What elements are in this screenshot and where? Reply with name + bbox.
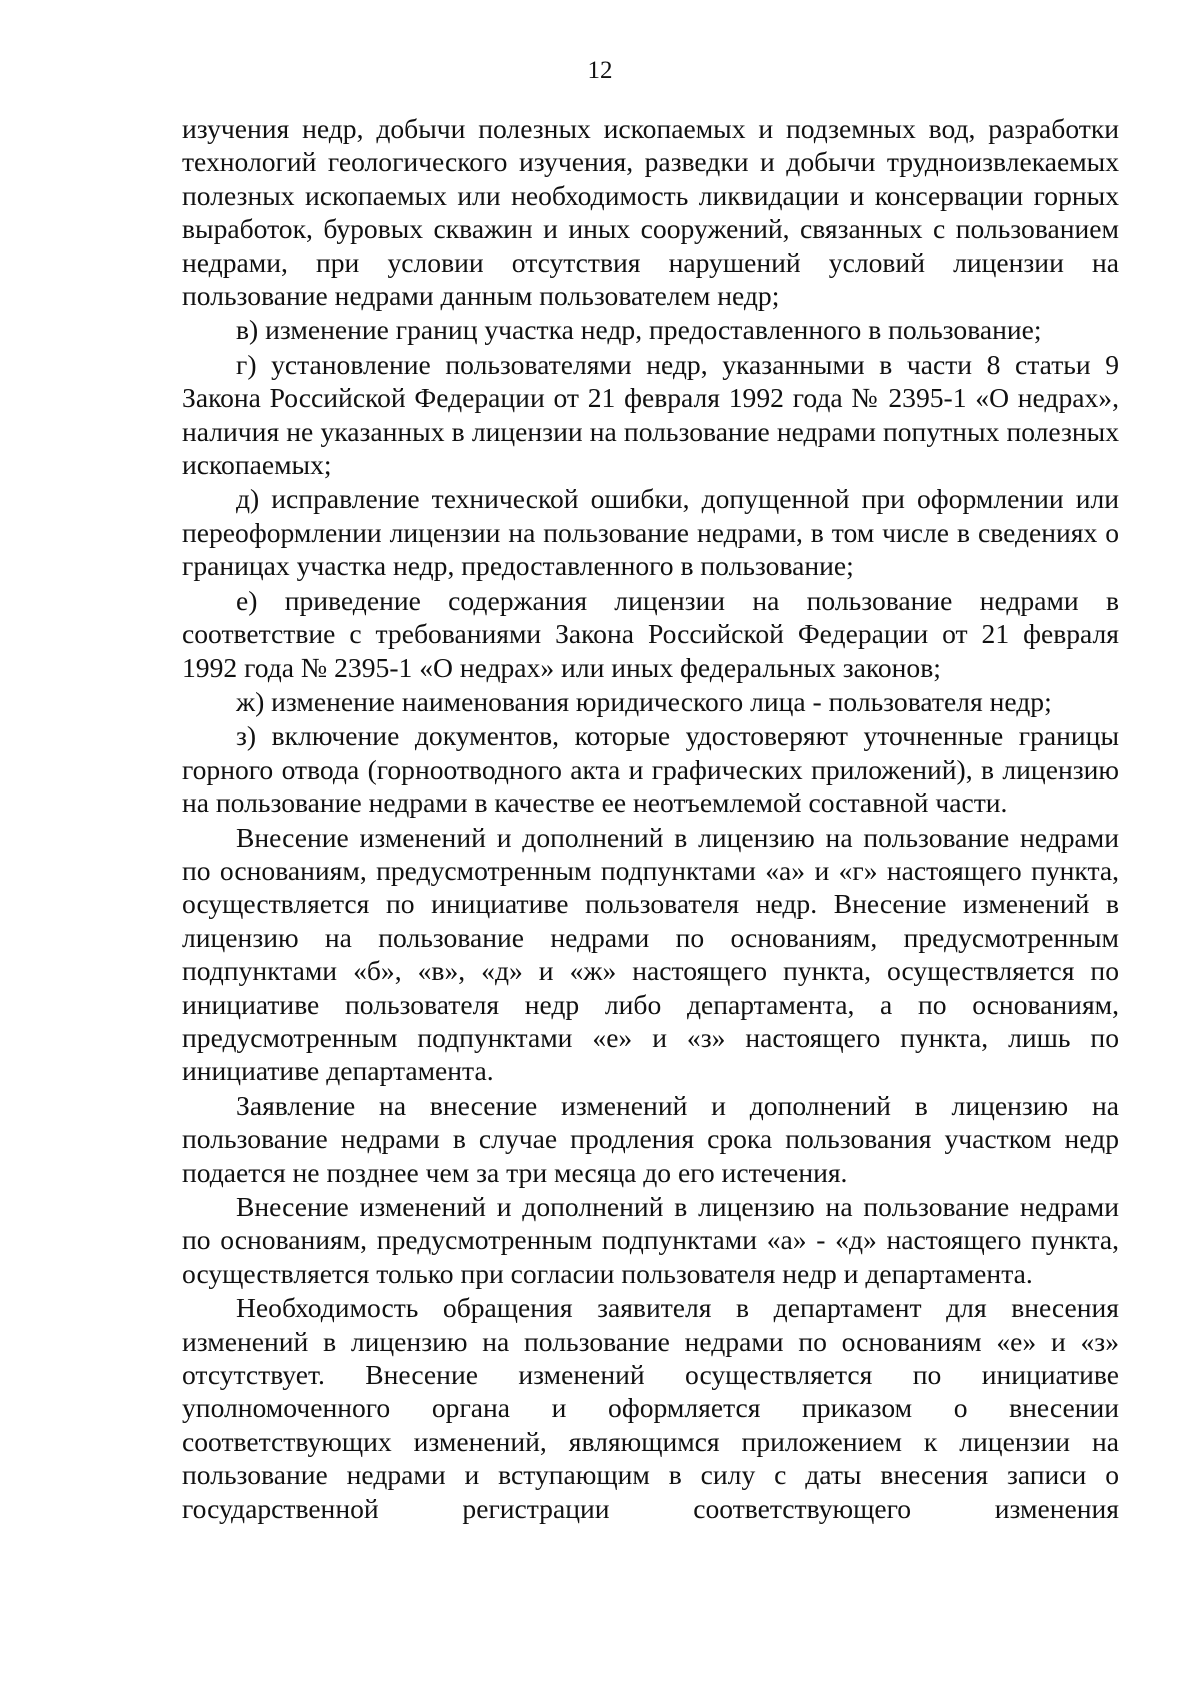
paragraph-item-v: в) изменение границ участка недр, предоставленного в пользование; bbox=[236, 314, 1042, 346]
paragraph-initiative: Внесение изменений и дополнений в лицензию на пользование недрами по основаниям, предусмотренным подпунктами «а» и «г» настоящего пункта, осуществляется по инициативе пользователя недр. Внесение изменений в лицензию на пользование недрами по основаниям, предусмотренным подпунктами «б», «в», «д» и «ж» настоящего пункта, осуществляется по инициативе пользователя недр либо департамента, а по основаниям, предусмотренным подпунктами «е» и «з» настоящего пункта, лишь по инициативе департамента. bbox=[182, 821, 1119, 1087]
paragraph-item-z: з) включение документов, которые удостоверяют уточненные границы горного отвода (горноотводного акта и графических приложений), в лицензию на пользование недрами в качестве ее неотъемлемой составной части. bbox=[182, 720, 1119, 819]
paragraph-item-zh: ж) изменение наименования юридического лица - пользователя недр; bbox=[236, 685, 1052, 717]
paragraph-continuation: изучения недр, добычи полезных ископаемых и подземных вод, разработки технологий геологического изучения, разведки и добычи трудноизвлекаемых полезных ископаемых или необходимость ликвидации и консервации горных выработок, буровых скважин и иных сооружений, связанных с пользованием недрами, при условии отсутствия нарушений условий лицензии на пользование недрами данным пользователем недр; bbox=[182, 113, 1119, 312]
paragraph-item-d: д) исправление технической ошибки, допущенной при оформлении или переоформлении лицензии на пользование недрами, в том числе в сведениях о границах участка недр, предоставленного в пользование; bbox=[182, 483, 1119, 582]
paragraph-item-g: г) установление пользователями недр, указанными в части 8 статьи 9 Закона Российской Федерации от 21 февраля 1992 года № 2395-1 «О недрах», наличия не указанных в лицензии на пользование недрами попутных полезных ископаемых; bbox=[182, 348, 1119, 481]
page-number: 12 bbox=[587, 57, 613, 84]
document-body bbox=[182, 112, 1119, 1525]
paragraph-application-deadline: Заявление на внесение изменений и дополнений в лицензию на пользование недрами в случае продления срока пользования участком недр подается не позднее чем за три месяца до его истечения. bbox=[182, 1089, 1119, 1188]
paragraph-consent: Внесение изменений и дополнений в лицензию на пользование недрами по основаниям, предусмотренным подпунктами «а» - «д» настоящего пункта, осуществляется только при согласии пользователя недр и департамента. bbox=[182, 1191, 1119, 1289]
paragraph-authority-initiative: Необходимость обращения заявителя в департамент для внесения изменений в лицензию на пользование недрами по основаниям «е» и «з» отсутствует. Внесение изменений осуществляется по инициативе уполномоченного органа и оформляется приказом о внесении соответствующих изменений, являющимся приложением к лицензии на пользование недрами и вступающим в силу с даты внесения записи о государственной регистрации соответствующего изменения bbox=[182, 1292, 1119, 1524]
paragraph-item-e: е) приведение содержания лицензии на пользование недрами в соответствие с требованиями Закона Российской Федерации от 21 февраля 1992 года № 2395-1 «О недрах» или иных федеральных законов; bbox=[182, 584, 1119, 683]
